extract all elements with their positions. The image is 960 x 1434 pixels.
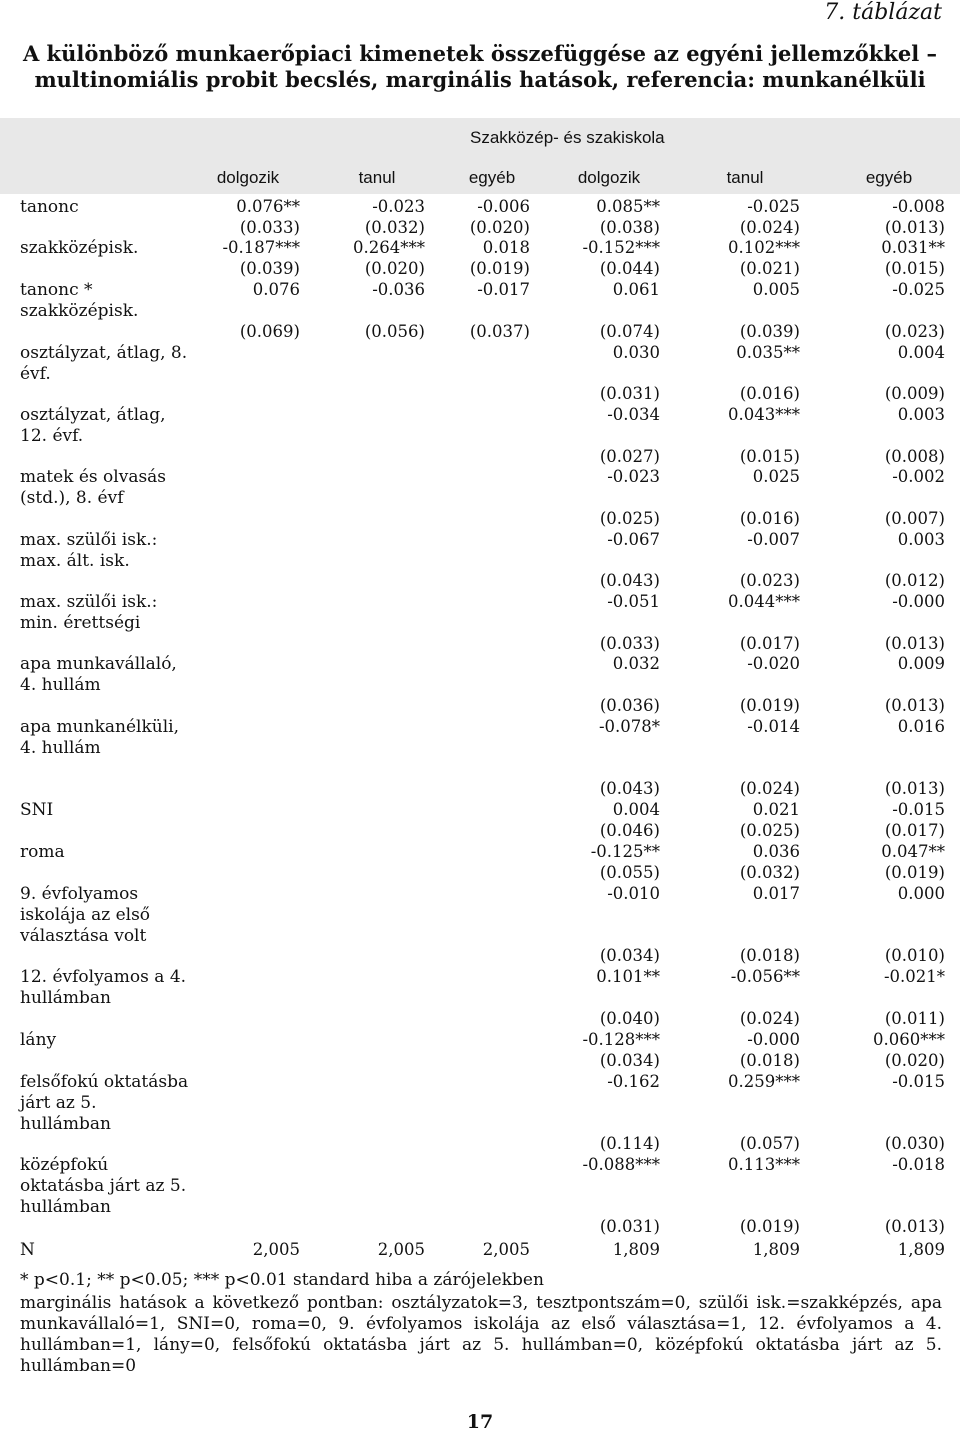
standard-error-cell: (0.030): [884, 1134, 945, 1153]
coefficient-cell: -0.025: [747, 197, 800, 216]
coefficient-cell: 0.004: [897, 343, 945, 362]
coefficient-cell: -0.056**: [730, 967, 800, 986]
sample-size-cell: 1,809: [752, 1240, 800, 1259]
standard-error-cell: (0.027): [599, 447, 660, 466]
standard-error-cell: (0.017): [739, 634, 800, 653]
standard-error-cell: (0.020): [469, 218, 530, 237]
standard-error-cell: (0.013): [884, 218, 945, 237]
column-header: tanul: [358, 168, 396, 187]
standard-error-cell: (0.034): [599, 946, 660, 965]
standard-error-cell: (0.074): [599, 322, 660, 341]
coefficient-cell: 0.101**: [596, 967, 660, 986]
standard-error-cell: (0.056): [364, 322, 425, 341]
standard-error-cell: (0.037): [469, 322, 530, 341]
standard-error-cell: (0.039): [739, 322, 800, 341]
coefficient-cell: 0.016: [897, 717, 945, 736]
standard-error-cell: (0.032): [364, 218, 425, 237]
standard-error-cell: (0.019): [739, 1217, 800, 1236]
coefficient-cell: 0.017: [752, 884, 800, 903]
coefficient-cell: -0.128***: [582, 1030, 660, 1049]
standard-error-cell: (0.018): [739, 946, 800, 965]
coefficient-cell: -0.014: [747, 717, 800, 736]
footnote-marginal-effects: marginális hatások a következő pontban: osztályzatok=3, tesztpontszám=0, szülői isk.=szakképzés, apa munkavállaló=1, SNI=0, roma=0, 9. évfolyamos iskolája az első választása=1, 12. évfolyamos a 4. hullámban=1, lány=0, felsőfokú oktatásba járt az 5. hullámban=0, középfokú oktatásba járt az 5. hullámban=0: [20, 1293, 942, 1376]
coefficient-cell: -0.021*: [883, 967, 945, 986]
standard-error-cell: (0.016): [739, 384, 800, 403]
coefficient-cell: 0.035**: [736, 343, 800, 362]
standard-error-cell: (0.025): [739, 821, 800, 840]
column-header: egyéb: [468, 168, 516, 187]
coefficient-cell: 0.061: [612, 280, 660, 299]
standard-error-cell: (0.046): [599, 821, 660, 840]
standard-error-cell: (0.024): [739, 1009, 800, 1028]
coefficient-cell: -0.006: [477, 197, 530, 216]
coefficient-cell: 0.264***: [353, 238, 425, 257]
row-label: max. szülői isk.: min. érettségi: [20, 592, 158, 633]
row-label: osztályzat, átlag, 8. évf.: [20, 343, 188, 384]
coefficient-cell: -0.002: [892, 467, 945, 486]
coefficient-cell: 0.076**: [236, 197, 300, 216]
standard-error-cell: (0.055): [599, 863, 660, 882]
standard-error-cell: (0.020): [364, 259, 425, 278]
standard-error-cell: (0.044): [599, 259, 660, 278]
row-label: SNI: [20, 800, 54, 820]
coefficient-cell: 0.076: [252, 280, 300, 299]
row-label: tanonc: [20, 197, 79, 217]
coefficient-cell: -0.017: [477, 280, 530, 299]
standard-error-cell: (0.043): [599, 779, 660, 798]
standard-error-cell: (0.024): [739, 218, 800, 237]
column-header: dolgozik: [577, 168, 641, 187]
coefficient-cell: -0.088***: [582, 1155, 660, 1174]
coefficient-cell: -0.125**: [590, 842, 660, 861]
column-group-header: Szakközép- és szakiskola: [470, 128, 665, 147]
coefficient-cell: -0.023: [607, 467, 660, 486]
coefficient-cell: -0.152***: [582, 238, 660, 257]
coefficient-cell: 0.113***: [728, 1155, 800, 1174]
coefficient-cell: 0.043***: [728, 405, 800, 424]
standard-error-cell: (0.017): [884, 821, 945, 840]
footnote-significance: * p<0.1; ** p<0.05; *** p<0.01 standard hiba a zárójelekben: [20, 1270, 544, 1290]
row-label: roma: [20, 842, 65, 862]
table-number-label: 7. táblázat: [824, 0, 942, 25]
standard-error-cell: (0.023): [739, 571, 800, 590]
coefficient-cell: -0.051: [607, 592, 660, 611]
row-label: 9. évfolyamos iskolája az első választása volt: [20, 884, 151, 946]
table-title-line-2: multinomiális probit becslés, marginális hatások, referencia: munkanélküli: [34, 67, 926, 92]
standard-error-cell: (0.012): [884, 571, 945, 590]
coefficient-cell: -0.025: [892, 280, 945, 299]
page-number: 17: [466, 1411, 494, 1433]
standard-error-cell: (0.021): [739, 259, 800, 278]
coefficient-cell: 0.021: [752, 800, 800, 819]
coefficient-cell: 0.003: [897, 405, 945, 424]
standard-error-cell: (0.008): [884, 447, 945, 466]
standard-error-cell: (0.025): [599, 509, 660, 528]
sample-size-cell: 1,809: [897, 1240, 945, 1259]
standard-error-cell: (0.114): [599, 1134, 660, 1153]
coefficient-cell: 0.005: [752, 280, 800, 299]
table-title-line-1: A különböző munkaerőpiaci kimenetek összefüggése az egyéni jellemzőkkel –: [22, 41, 938, 66]
standard-error-cell: (0.007): [884, 509, 945, 528]
coefficient-cell: 0.030: [612, 343, 660, 362]
coefficient-cell: -0.018: [892, 1155, 945, 1174]
coefficient-cell: 0.044***: [728, 592, 800, 611]
coefficient-cell: 0.018: [482, 238, 530, 257]
standard-error-cell: (0.013): [884, 634, 945, 653]
coefficient-cell: 0.003: [897, 530, 945, 549]
row-label: felsőfokú oktatásba járt az 5. hullámban: [20, 1072, 189, 1134]
column-header: dolgozik: [216, 168, 280, 187]
row-label: max. szülői isk.: max. ált. isk.: [20, 530, 158, 571]
standard-error-cell: (0.069): [239, 322, 300, 341]
coefficient-cell: -0.162: [607, 1072, 660, 1091]
coefficient-cell: 0.036: [752, 842, 800, 861]
coefficient-cell: -0.034: [607, 405, 660, 424]
row-label: osztályzat, átlag, 12. évf.: [20, 405, 166, 446]
coefficient-cell: 0.032: [612, 654, 660, 673]
column-header: tanul: [726, 168, 764, 187]
standard-error-cell: (0.009): [884, 384, 945, 403]
standard-error-cell: (0.013): [884, 1217, 945, 1236]
standard-error-cell: (0.019): [469, 259, 530, 278]
coefficient-cell: -0.036: [372, 280, 425, 299]
coefficient-cell: 0.085**: [596, 197, 660, 216]
standard-error-cell: (0.031): [599, 384, 660, 403]
coefficient-cell: -0.187***: [222, 238, 300, 257]
coefficient-cell: -0.000: [747, 1030, 800, 1049]
coefficient-cell: 0.060***: [873, 1030, 945, 1049]
sample-size-cell: 1,809: [612, 1240, 660, 1259]
standard-error-cell: (0.043): [599, 571, 660, 590]
coefficient-cell: -0.078*: [598, 717, 660, 736]
coefficient-cell: -0.007: [747, 530, 800, 549]
coefficient-cell: 0.009: [897, 654, 945, 673]
standard-error-cell: (0.015): [884, 259, 945, 278]
coefficient-cell: -0.023: [372, 197, 425, 216]
coefficient-cell: 0.025: [752, 467, 800, 486]
coefficient-cell: 0.031**: [881, 238, 945, 257]
coefficient-cell: -0.020: [747, 654, 800, 673]
standard-error-cell: (0.015): [739, 447, 800, 466]
standard-error-cell: (0.033): [599, 634, 660, 653]
standard-error-cell: (0.016): [739, 509, 800, 528]
coefficient-cell: -0.000: [892, 592, 945, 611]
row-label: matek és olvasás (std.), 8. évf: [20, 467, 167, 508]
row-label: apa munkavállaló, 4. hullám: [20, 654, 177, 695]
coefficient-cell: 0.047**: [881, 842, 945, 861]
standard-error-cell: (0.019): [884, 863, 945, 882]
standard-error-cell: (0.031): [599, 1217, 660, 1236]
row-label: lány: [20, 1030, 57, 1050]
column-header: egyéb: [865, 168, 913, 187]
standard-error-cell: (0.020): [884, 1051, 945, 1070]
standard-error-cell: (0.036): [599, 696, 660, 715]
standard-error-cell: (0.019): [739, 696, 800, 715]
coefficient-cell: 0.000: [897, 884, 945, 903]
standard-error-cell: (0.010): [884, 946, 945, 965]
coefficient-cell: -0.008: [892, 197, 945, 216]
coefficient-cell: 0.102***: [728, 238, 800, 257]
standard-error-cell: (0.057): [739, 1134, 800, 1153]
standard-error-cell: (0.013): [884, 779, 945, 798]
row-label: tanonc * szakközépisk.: [20, 280, 139, 321]
standard-error-cell: (0.033): [239, 218, 300, 237]
row-label: középfokú oktatásba járt az 5. hullámban: [20, 1155, 187, 1217]
coefficient-cell: 0.259***: [728, 1072, 800, 1091]
row-label: 12. évfolyamos a 4. hullámban: [20, 967, 187, 1008]
standard-error-cell: (0.023): [884, 322, 945, 341]
coefficient-cell: -0.010: [607, 884, 660, 903]
sample-size-cell: 2,005: [377, 1240, 425, 1259]
row-label: apa munkanélküli, 4. hullám: [20, 717, 179, 758]
row-label: szakközépisk.: [20, 238, 139, 258]
standard-error-cell: (0.032): [739, 863, 800, 882]
standard-error-cell: (0.013): [884, 696, 945, 715]
standard-error-cell: (0.039): [239, 259, 300, 278]
coefficient-cell: -0.067: [607, 530, 660, 549]
standard-error-cell: (0.018): [739, 1051, 800, 1070]
row-label-n: N: [20, 1240, 35, 1260]
standard-error-cell: (0.034): [599, 1051, 660, 1070]
sample-size-cell: 2,005: [482, 1240, 530, 1259]
coefficient-cell: -0.015: [892, 800, 945, 819]
standard-error-cell: (0.024): [739, 779, 800, 798]
coefficient-cell: 0.004: [612, 800, 660, 819]
coefficient-cell: -0.015: [892, 1072, 945, 1091]
standard-error-cell: (0.038): [599, 218, 660, 237]
standard-error-cell: (0.011): [884, 1009, 945, 1028]
standard-error-cell: (0.040): [599, 1009, 660, 1028]
sample-size-cell: 2,005: [252, 1240, 300, 1259]
